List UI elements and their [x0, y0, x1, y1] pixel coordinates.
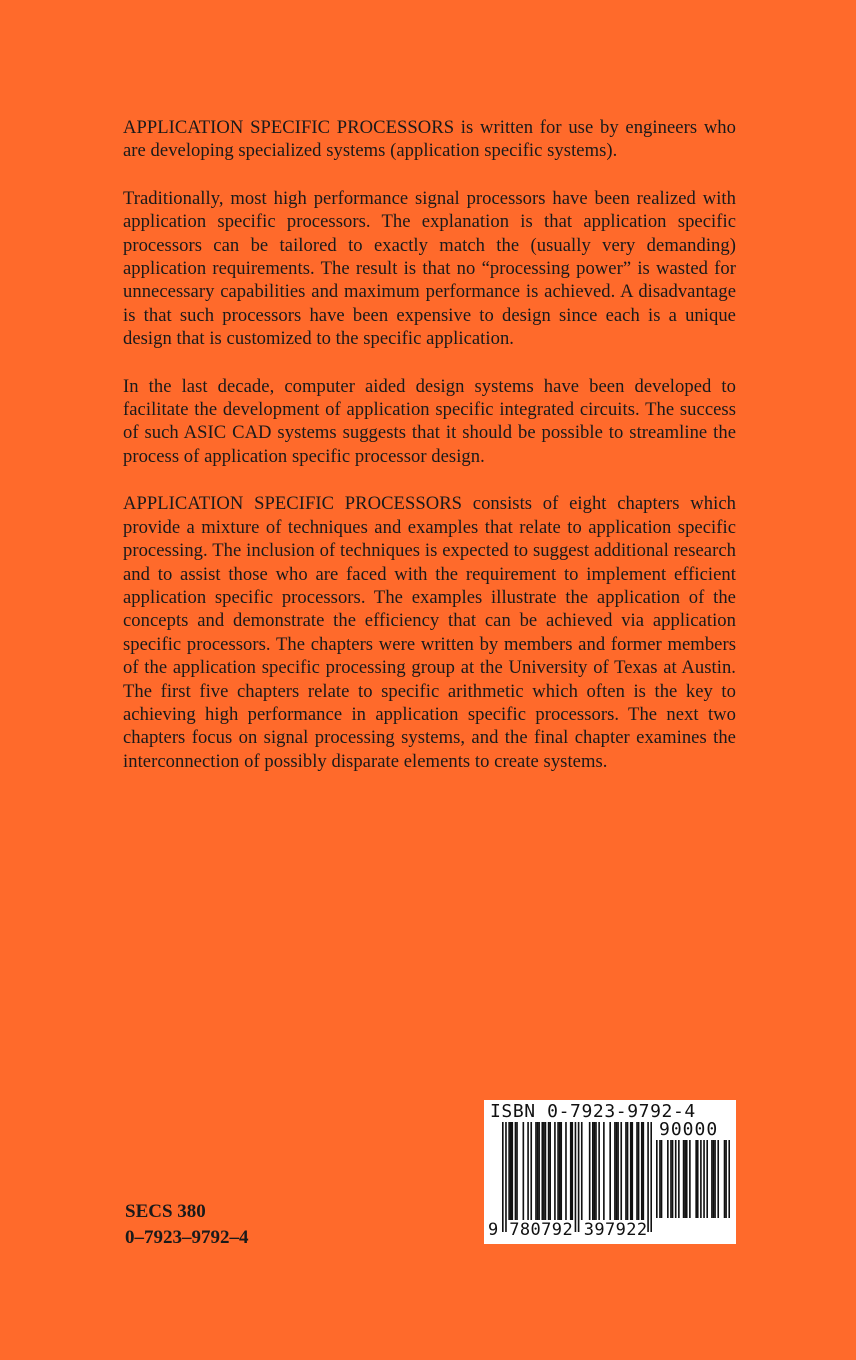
addon-digits: 90000	[659, 1119, 719, 1140]
blurb-paragraph-4: APPLICATION SPECIFIC PROCESSORS consists of eight chapters which provide a mixture of techniques and examples that relate to application specific processing. The inclusion of techniques is expected to suggest additional research and to assist those who are faced with the requirement to implement efficient application specific processors. The examples illustrate the application of the concepts and demonstrate the efficiency that can be achieved via application specific processors. The chapters were written by members and former members of the application specific processing group at the University of Texas at Austin. The first five chapters relate to specific arithmetic which often is the key to achieving high performance in application specific processors. The next two chapters focus on signal processing systems, and the final chapter examines the interconnection of possibly disparate elements to create systems.	[123, 493, 736, 772]
ean-bar	[516, 1122, 518, 1220]
addon-bar	[703, 1140, 705, 1218]
ean-bar	[638, 1122, 640, 1220]
addon-bar	[684, 1140, 686, 1218]
addon-bar	[672, 1140, 674, 1218]
ean-bar	[641, 1122, 643, 1220]
ean-bar	[560, 1122, 562, 1220]
ean-bar	[502, 1122, 504, 1232]
ean-bar	[515, 1122, 517, 1220]
ean-bar	[511, 1122, 513, 1220]
ean-bar	[548, 1122, 550, 1220]
addon-bar	[683, 1140, 685, 1218]
ean-bar	[527, 1122, 529, 1220]
catalog-info	[125, 1199, 249, 1251]
ean-bar	[545, 1122, 547, 1220]
ean-bar	[595, 1122, 597, 1220]
ean-bars	[502, 1122, 652, 1232]
ean-bar	[589, 1122, 591, 1220]
addon-bar	[661, 1140, 663, 1218]
addon-bar	[724, 1140, 726, 1218]
ean-bar	[538, 1122, 540, 1220]
ean-bar	[581, 1122, 583, 1220]
ean-bar	[508, 1122, 510, 1220]
ean-bar	[565, 1122, 567, 1220]
addon-bar	[689, 1140, 691, 1218]
ean-bar	[575, 1122, 577, 1232]
ean-bar	[609, 1122, 611, 1220]
ean-bar	[617, 1122, 619, 1220]
addon-bar	[670, 1140, 672, 1218]
ean-bar	[616, 1122, 618, 1220]
ean-bar	[625, 1122, 627, 1220]
ean-bar	[631, 1122, 633, 1220]
addon-bar	[706, 1140, 708, 1218]
ean-bar	[594, 1122, 596, 1220]
ean-digits: 9 780792 397922	[488, 1220, 648, 1240]
ean-bar	[510, 1122, 512, 1220]
ean-bar	[630, 1122, 632, 1220]
ean-bar	[650, 1122, 652, 1232]
ean-bar	[523, 1122, 525, 1220]
ean-bar	[620, 1122, 622, 1220]
ean-bar	[603, 1122, 605, 1220]
ean-bar	[598, 1122, 600, 1220]
ean-bar	[543, 1122, 545, 1220]
series-code: SECS 380	[125, 1201, 206, 1222]
ean-bar	[636, 1122, 638, 1220]
addon-bar	[713, 1140, 715, 1218]
addon-bar	[686, 1140, 688, 1218]
ean-bar	[578, 1122, 580, 1232]
catalog-isbn: 0–7923–9792–4	[125, 1227, 249, 1248]
ean-bar	[537, 1122, 539, 1220]
addon-bars	[656, 1140, 730, 1218]
ean-bar	[614, 1122, 616, 1220]
ean-bar	[530, 1122, 532, 1220]
addon-bar	[700, 1140, 702, 1218]
ean-bar	[592, 1122, 594, 1220]
ean-bar	[505, 1122, 507, 1232]
addon-bar	[711, 1140, 713, 1218]
ean-bar	[570, 1122, 572, 1220]
ean-bar	[535, 1122, 537, 1220]
addon-bar	[675, 1140, 677, 1218]
ean-bar	[647, 1122, 649, 1232]
blurb-paragraph-2: Traditionally, most high performance signal processors have been realized with application specific processors. The explanation is that application specific processors can be tailored to exactly match the (usually very demanding) application requirements. The result is that no “processing power” is wasted for unnecessary capabilities and maximum performance is achieved. A disadvantage is that such processors have been expensive to design since each is a unique design that is customized to the specific application.	[123, 187, 736, 350]
blurb-paragraph-3: In the last decade, computer aided design systems have been developed to facilitate the development of application specific integrated circuits. The success of such ASIC CAD systems suggests that it should be possible to streamline the process of application specific processor design.	[123, 375, 736, 467]
ean-bar	[557, 1122, 559, 1220]
ean-bar	[627, 1122, 629, 1220]
addon-bar	[697, 1140, 699, 1218]
isbn-label: ISBN 0-7923-9792-4	[490, 1101, 696, 1122]
ean-bar	[643, 1122, 645, 1220]
blurb-text	[123, 116, 736, 797]
blurb-paragraph-1: APPLICATION SPECIFIC PROCESSORS is written for use by engineers who are developing specialized systems (application specific systems).	[123, 117, 736, 162]
addon-bar	[714, 1140, 716, 1218]
addon-bar	[656, 1140, 658, 1218]
ean-bar	[541, 1122, 543, 1220]
ean-bar	[559, 1122, 561, 1220]
addon-bar	[725, 1140, 727, 1218]
addon-bar	[678, 1140, 680, 1218]
ean-bar	[554, 1122, 556, 1220]
addon-bar	[667, 1140, 669, 1218]
addon-bar	[717, 1140, 719, 1218]
ean-bar	[571, 1122, 573, 1220]
addon-bar	[728, 1140, 730, 1218]
addon-bar	[659, 1140, 661, 1218]
addon-bar	[695, 1140, 697, 1218]
ean-bar	[549, 1122, 551, 1220]
isbn-barcode	[484, 1100, 736, 1244]
